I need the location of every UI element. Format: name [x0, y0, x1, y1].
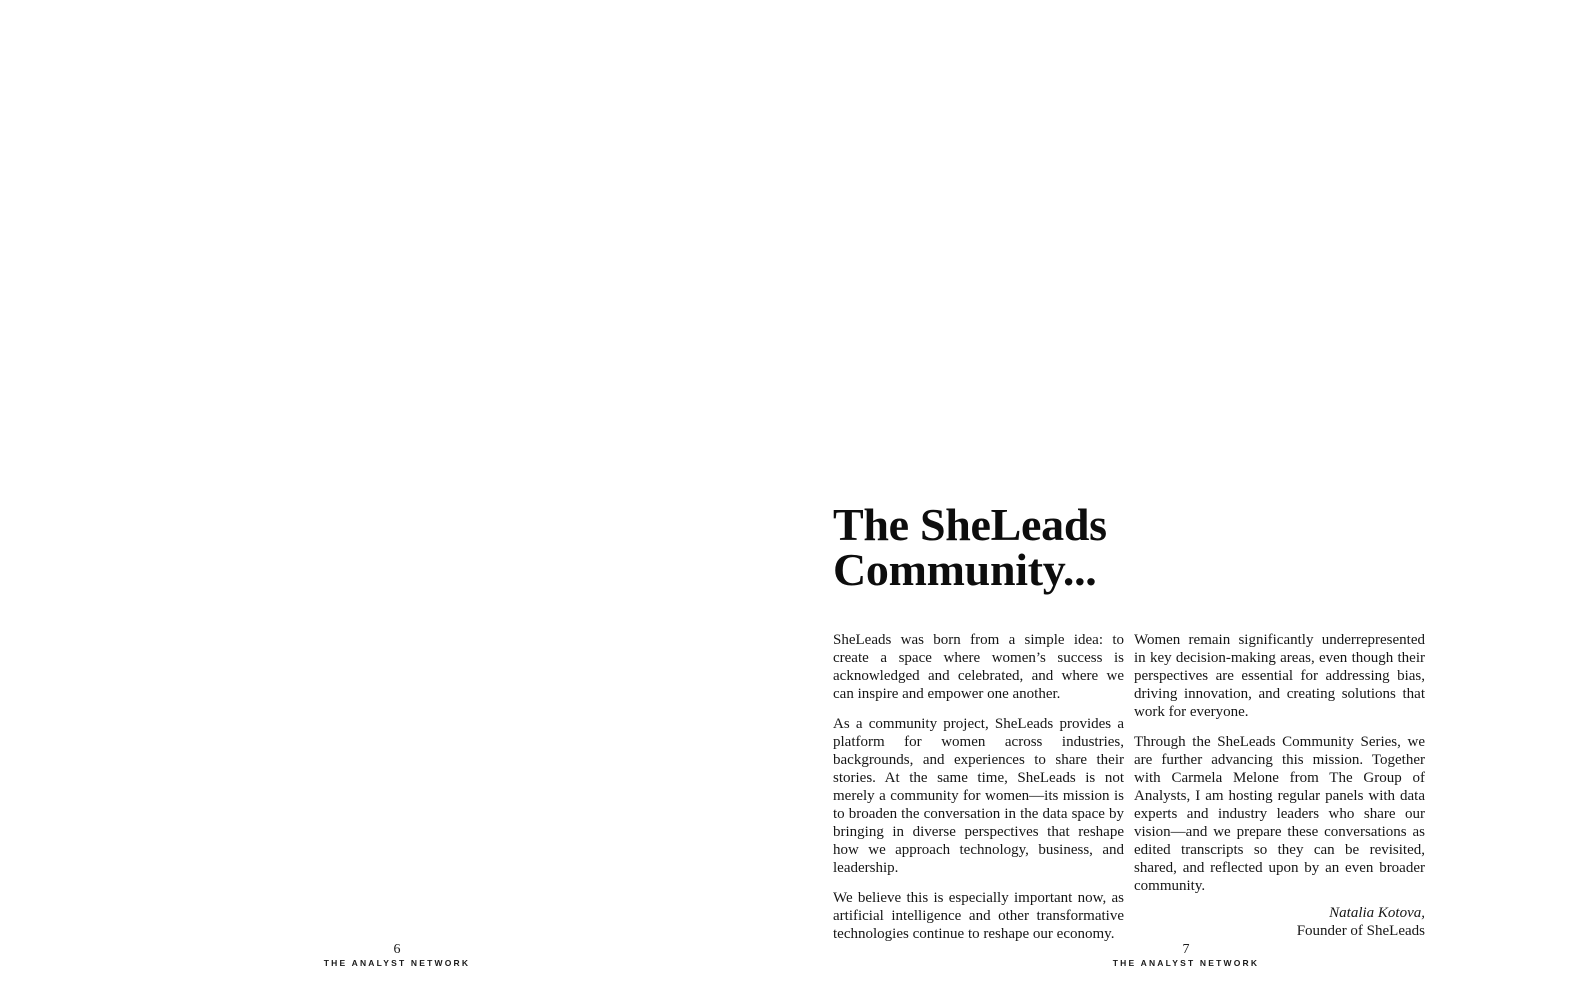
publication-name-left: THE ANALYST NETWORK	[323, 958, 471, 968]
text-column-1	[833, 631, 1124, 943]
paragraph: As a community project, SheLeads provides a platform for women across industries, backgrounds, and experiences to share their stories. At the same time, SheLeads is not merely a community for women—its mission is to broaden the conversation in the data space by bringing in diverse perspectives that reshape how we approach technology, business, and leadership.	[833, 716, 1124, 876]
page-number-right: 7	[1182, 942, 1190, 957]
page-left-footer	[324, 943, 470, 968]
article-title-line-1: The SheLeads	[833, 499, 1107, 550]
page-right-footer	[1113, 943, 1259, 968]
signature-name: Natalia Kotova,	[1329, 905, 1425, 921]
page-left	[0, 0, 793, 998]
paragraph: Women remain significantly underrepresented in key decision-making areas, even though their perspectives are essential for addressing bias, driving innovation, and creating solutions that work for everyone.	[1134, 632, 1425, 720]
paragraph: We believe this is especially important now, as artificial intelligence and other transformative technologies continue to reshape our economy.	[833, 890, 1124, 942]
text-column-2	[1134, 631, 1425, 943]
signature-role: Founder of SheLeads	[1296, 923, 1425, 939]
page-right	[794, 0, 1587, 998]
article-title-line-2: Community...	[833, 544, 1097, 595]
signature	[1134, 904, 1425, 940]
article-title	[833, 499, 1107, 595]
page-number-left: 6	[393, 942, 401, 957]
publication-name-right: THE ANALYST NETWORK	[1112, 958, 1260, 968]
paragraph: Through the SheLeads Community Series, we are further advancing this mission. Together with Carmela Melone from The Group of Analysts, I am hosting regular panels with data experts and industry leaders who share our vision—and we prepare these conversations as edited transcripts so they can be revisited, shared, and reflected upon by an even broader community.	[1134, 734, 1425, 894]
article-body	[833, 631, 1425, 943]
paragraph: SheLeads was born from a simple idea: to create a space where women’s success is acknowledged and celebrated, and where we can inspire and empower one another.	[833, 632, 1124, 702]
